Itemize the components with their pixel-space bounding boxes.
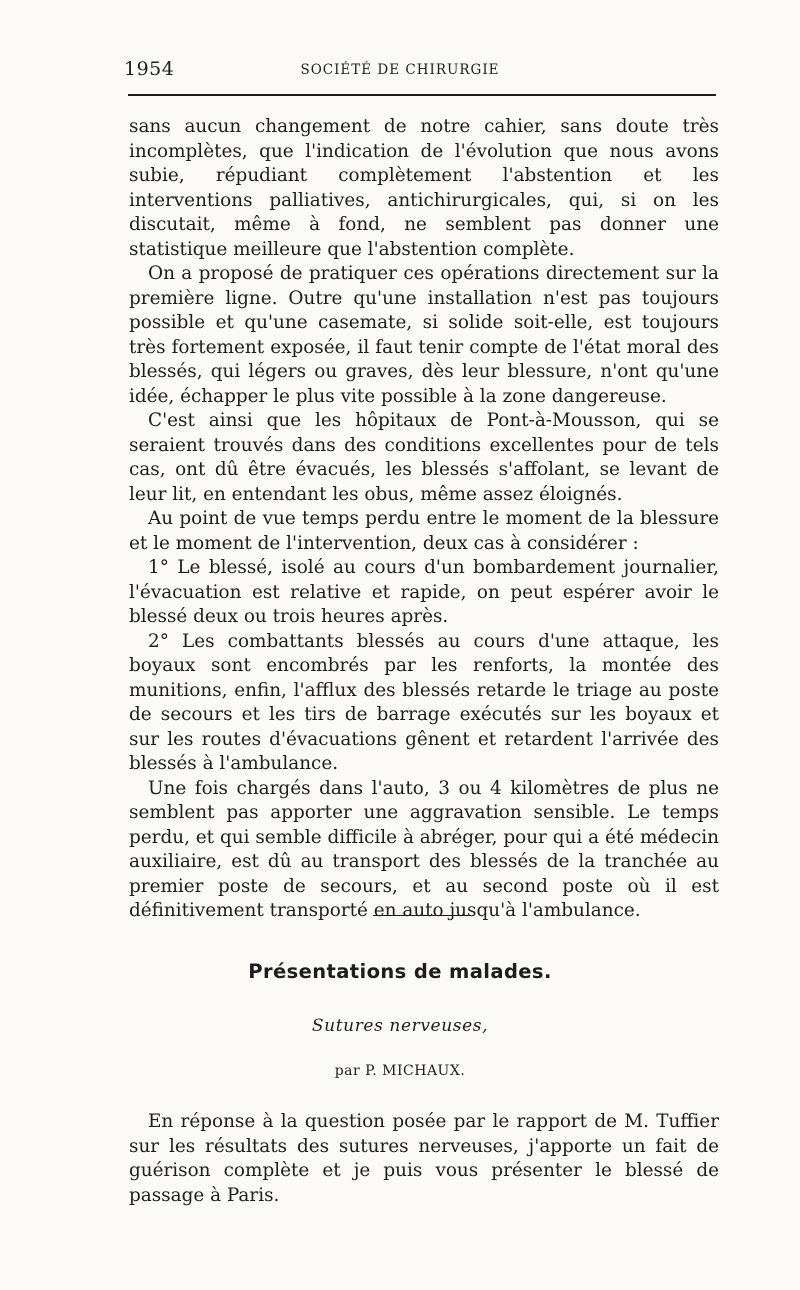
paragraph: Au point de vue temps perdu entre le moment de la blessure et le moment de l'intervention, deux cas à considérer : <box>129 508 719 554</box>
page-number: 1954 <box>124 58 175 80</box>
section-intro <box>129 1110 719 1208</box>
section-byline: par P. MICHAUX. <box>334 1063 466 1079</box>
paragraph: En réponse à la question posée par le rapport de M. Tuffier sur les résultats des sutures nerveuses, j'apporte un fait de guérison complète et je puis vous présenter le blessé de passage à Paris. <box>129 1111 719 1206</box>
paragraph: On a proposé de pratiquer ces opérations directement sur la première ligne. Outre qu'une installation n'est pas toujours possible et qu'une casemate, si solide soit-elle, est toujours très fortement exposée, il faut tenir compte de l'état moral des blessés, qui légers ou graves, dès leur blessure, n'ont qu'une idée, échapper le plus vite possible à la zone dangereuse. <box>129 263 719 407</box>
section-title: Présentations de malades. <box>248 960 552 983</box>
paragraph: C'est ainsi que les hôpitaux de Pont-à-Mousson, qui se seraient trouvés dans des conditions excellentes pour de tels cas, ont dû être évacués, les blessés s'affolant, se levant de leur lit, en entendant les obus, même assez éloignés. <box>129 410 719 505</box>
paragraph: 2° Les combattants blessés au cours d'une attaque, les boyaux sont encombrés par les renforts, la montée des munitions, enfin, l'afflux des blessés retarde le triage au poste de secours et les tirs de barrage exécutés sur les boyaux et sur les routes d'évacuations gênent et retardent l'arrivée des blessés à l'ambulance. <box>129 630 719 774</box>
paragraph: 1° Le blessé, isolé au cours d'un bombardement journalier, l'évacuation est relative et rapide, on peut espérer avoir le blessé deux ou trois heures après. <box>129 557 719 627</box>
section-divider <box>373 915 471 916</box>
body-text <box>129 115 719 924</box>
header-rule <box>128 94 716 96</box>
paragraph: Une fois chargés dans l'auto, 3 ou 4 kilomètres de plus ne semblent pas apporter une aggravation sensible. Le temps perdu, et qui semble difficile à abréger, pour qui a été médecin auxiliaire, est dû au transport des blessés de la tranchée au premier poste de secours, et au second poste où il est définitivement transporté en auto jusqu'à l'ambulance. <box>129 777 719 921</box>
running-title: SOCIÉTÉ DE CHIRURGIE <box>300 62 500 78</box>
paragraph: sans aucun changement de notre cahier, sans doute très incomplètes, que l'indication de l'évolution que nous avons subie, répudiant complètement l'abstention et les interventions palliatives, antichirurgicales, qui, si on les discutait, même à fond, ne semblent pas donner une statistique meilleure que l'abstention complète. <box>129 116 719 260</box>
section-subtitle: Sutures nerveuses, <box>311 1016 489 1036</box>
